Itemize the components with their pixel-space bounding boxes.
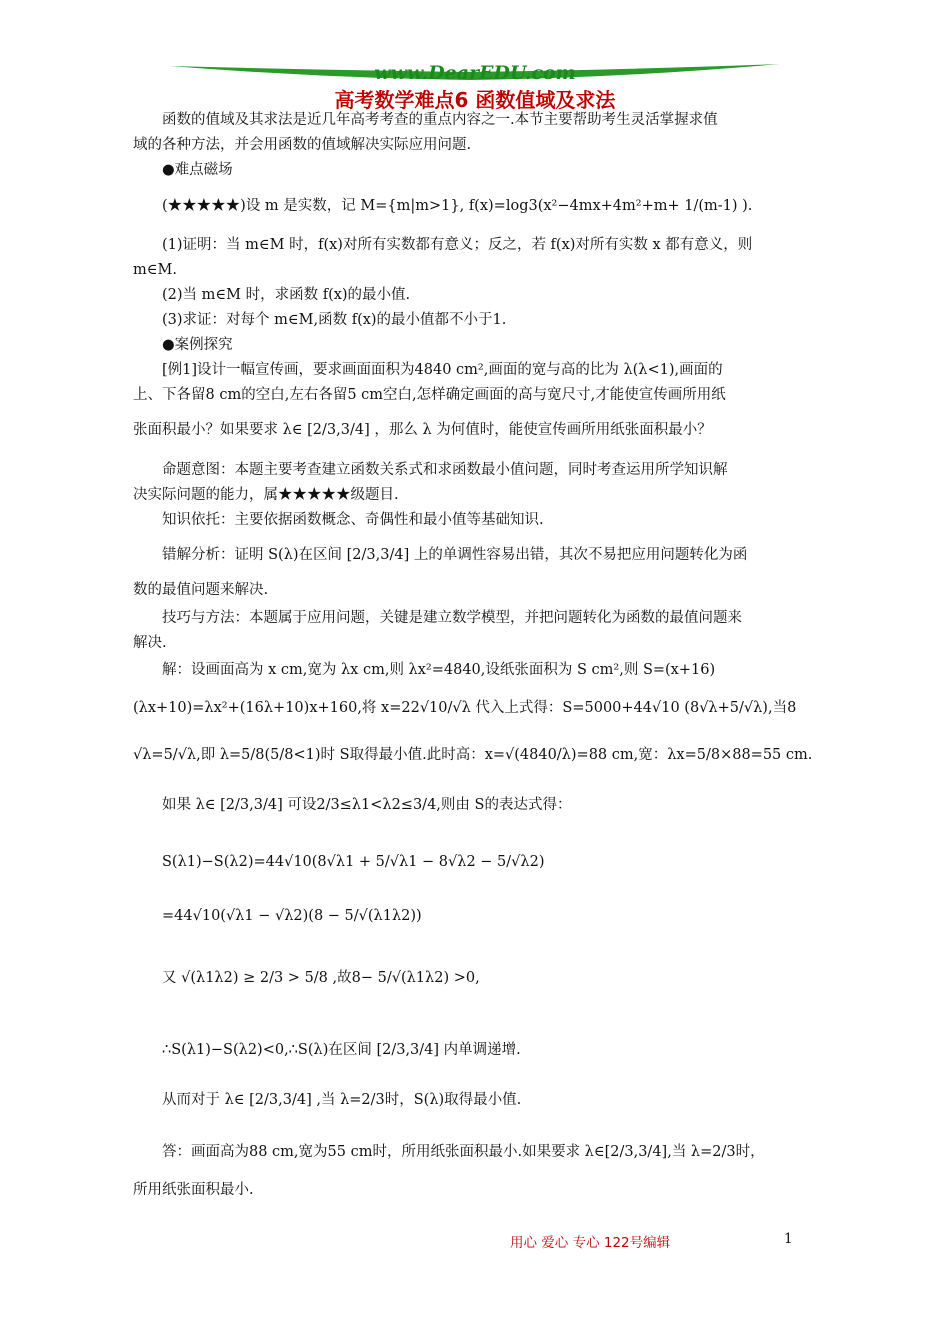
therefore-line: ∴S(λ1)−S(λ2)<0,∴S(λ)在区间 [2/3,3/4] 内单调递增. (162, 1042, 521, 1058)
error-line-1: 错解分析：证明 S(λ)在区间 [2/3,3/4] 上的单调性容易出错，其次不易把应用问题转化为函 (162, 547, 748, 563)
intro-line-1: 函数的值域及其求法是近几年高考考查的重点内容之一.本节主要帮助考生灵活掌握求值 (162, 112, 718, 128)
page-title: 高考数学难点6 函数值域及求法 (334, 88, 616, 112)
intro-line-2: 域的各种方法，并会用函数的值域解决实际应用问题. (133, 137, 472, 153)
inequality-line: 又 √(λ1λ2) ≥ 2/3 > 5/8 ,故8− 5/√(λ1λ2) >0, (162, 970, 480, 986)
problem-statement: (★★★★★)设 m 是实数，记 M={m|m>1}, f(x)=log3(x²−4mx+4m²+m+ 1/(m-1) ). (162, 198, 753, 214)
error-line-2: 数的最值问题来解决. (133, 582, 269, 598)
site-logo: www.DearEDU.com (374, 62, 576, 84)
example-line-3: 张面积最小？如果要求 λ∈ [2/3,3/4] ，那么 λ 为何值时，能使宣传画所用纸张面积最小？ (133, 422, 712, 438)
answer-line-1: 答：画面高为88 cm,宽为55 cm时，所用纸张面积最小.如果要求 λ∈[2/3,3/4],当 λ=2/3时， (162, 1144, 765, 1160)
solution-line-1: 解：设画面高为 x cm,宽为 λx cm,则 λx²=4840,设纸张面积为 S cm²,则 S=(x+16) (162, 662, 716, 678)
intent-line-2: 决实际问题的能力，属★★★★★级题目. (133, 487, 399, 503)
intent-line-1: 命题意图：本题主要考查建立函数关系式和求函数最小值问题，同时考查运用所学知识解 (162, 462, 728, 478)
basis-line: 知识依托：主要依据函数概念、奇偶性和最小值等基础知识. (162, 512, 544, 528)
equation-1: S(λ1)−S(λ2)=44√10(8√λ1 + 5/√λ1 − 8√λ2 − 5/√λ2) (162, 854, 545, 870)
problem-part-1b: m∈M. (133, 262, 177, 278)
method-line-2: 解决. (133, 635, 167, 651)
page-number: 1 (784, 1231, 793, 1247)
answer-line-2: 所用纸张面积最小. (133, 1182, 254, 1198)
method-line-1: 技巧与方法：本题属于应用问题，关键是建立数学模型，并把问题转化为函数的最值问题来 (162, 610, 742, 626)
solution-line-2: (λx+10)=λx²+(16λ+10)x+160,将 x=22√10/√λ 代入上式得：S=5000+44√10 (8√λ+5/√λ),当8 (133, 700, 797, 716)
section-heading-2: ●案例探究 (162, 337, 233, 353)
solution-line-3: √λ=5/√λ,即 λ=5/8(5/8<1)时 S取得最小值.此时高：x=√(4840/λ)=88 cm,宽：λx=5/8×88=55 cm. (133, 747, 813, 763)
equation-2: =44√10(√λ1 − √λ2)(8 − 5/√(λ1λ2)) (162, 908, 422, 924)
example-line-2: 上、下各留8 cm的空白,左右各留5 cm空白,怎样确定画面的高与宽尺寸,才能使宣传画所用纸 (133, 387, 726, 403)
problem-part-3: (3)求证：对每个 m∈M,函数 f(x)的最小值都不小于1. (162, 312, 507, 328)
footer-text: 用心 爱心 专心 122号编辑 (510, 1235, 671, 1251)
problem-part-1a: (1)证明：当 m∈M 时，f(x)对所有实数都有意义；反之，若 f(x)对所有实数 x 都有意义，则 (162, 237, 753, 253)
conclusion-line: 从而对于 λ∈ [2/3,3/4] ,当 λ=2/3时，S(λ)取得最小值. (162, 1092, 522, 1108)
solution-line-4: 如果 λ∈ [2/3,3/4] 可设2/3≤λ1<λ2≤3/4,则由 S的表达式得： (162, 797, 572, 813)
problem-part-2: (2)当 m∈M 时，求函数 f(x)的最小值. (162, 287, 411, 303)
section-heading-1: ●难点磁场 (162, 162, 233, 178)
example-line-1: [例1]设计一幅宣传画，要求画面面积为4840 cm²,画面的宽与高的比为 λ(λ<1),画面的 (162, 362, 723, 378)
